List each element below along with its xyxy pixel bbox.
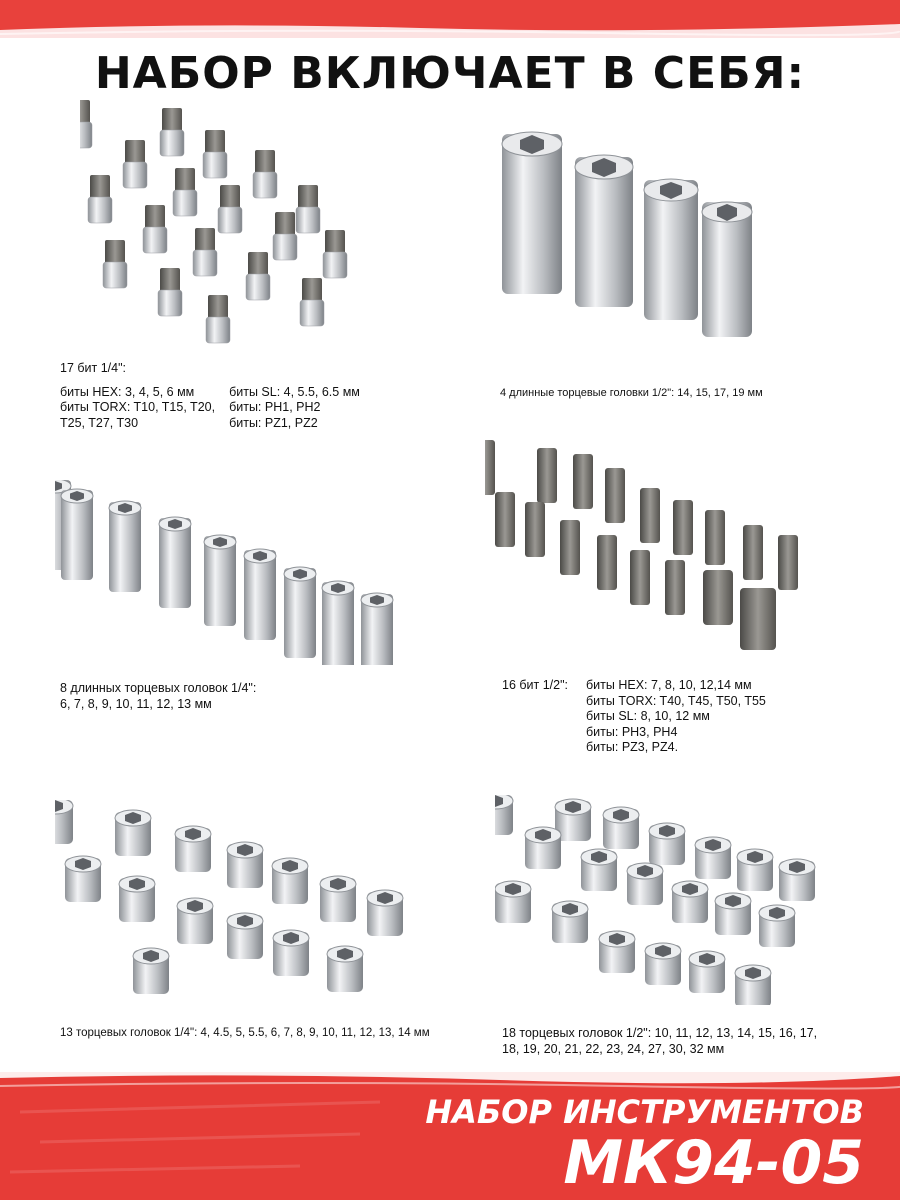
long-sockets-half-caption: 4 длинные торцевые головки 1/2": 14, 15, 17, 19 мм xyxy=(500,387,763,399)
bits-half-caption xyxy=(502,678,766,756)
bits-quarter-title: 17 бит 1/4": xyxy=(60,361,127,375)
long-sockets-quarter-line: 6, 7, 8, 9, 10, 11, 12, 13 мм xyxy=(60,696,212,711)
sockets-half-caption xyxy=(502,1026,817,1057)
long-sockets-half-photo xyxy=(490,122,790,347)
bits-quarter-line: биты: PH1, PH2 xyxy=(229,400,321,414)
sockets-half-line: 18 торцевых головок 1/2": 10, 11, 12, 13, 14, 15, 16, 17, xyxy=(502,1026,818,1040)
sockets-half-line: 18, 19, 20, 21, 22, 23, 24, 27, 30, 32 мм xyxy=(502,1041,725,1056)
long-sockets-quarter-photo xyxy=(55,480,395,665)
bits-half-line: биты: PH3, PH4 xyxy=(586,724,678,739)
bits-quarter-line: биты TORX: T10, T15, T20, xyxy=(60,400,216,414)
bits-half-title: 16 бит 1/2": xyxy=(502,678,569,692)
product-title xyxy=(425,1094,864,1196)
bits-quarter-line: биты: PZ1, PZ2 xyxy=(229,415,318,430)
top-decor-band xyxy=(0,0,900,38)
bits-half-line: биты TORX: T40, T45, T50, T55 xyxy=(586,693,766,708)
bits-quarter-caption xyxy=(60,361,360,431)
bits-quarter-line: биты HEX: 3, 4, 5, 6 мм xyxy=(60,384,195,399)
product-model: МК94-05 xyxy=(563,1128,864,1198)
page-title: НАБОР ВКЛЮЧАЕТ В СЕБЯ: xyxy=(94,48,806,99)
bits-half-photo xyxy=(485,440,815,660)
sockets-quarter-photo xyxy=(55,800,415,1010)
product-title-line1: НАБОР ИНСТРУМЕНТОВ xyxy=(425,1093,864,1131)
bits-half-line: биты HEX: 7, 8, 10, 12,14 мм xyxy=(586,678,752,692)
long-sockets-quarter-caption xyxy=(60,681,256,712)
bits-half-line: биты: PZ3, PZ4. xyxy=(586,740,679,754)
sockets-half-photo xyxy=(495,795,825,1005)
brush-stroke-decor xyxy=(0,0,900,38)
long-sockets-quarter-line: 8 длинных торцевых головок 1/4": xyxy=(60,681,257,695)
sockets-quarter-caption: 13 торцевых головок 1/4": 4, 4.5, 5, 5.5, 6, 7, 8, 9, 10, 11, 12, 13, 14 мм xyxy=(60,1027,430,1039)
bits-quarter-line: T25, T27, T30 xyxy=(60,415,139,430)
bits-half-line: биты SL: 8, 10, 12 мм xyxy=(586,709,710,723)
bits-quarter-photo xyxy=(80,100,370,360)
bits-quarter-line: биты SL: 4, 5.5, 6.5 мм xyxy=(229,384,360,399)
